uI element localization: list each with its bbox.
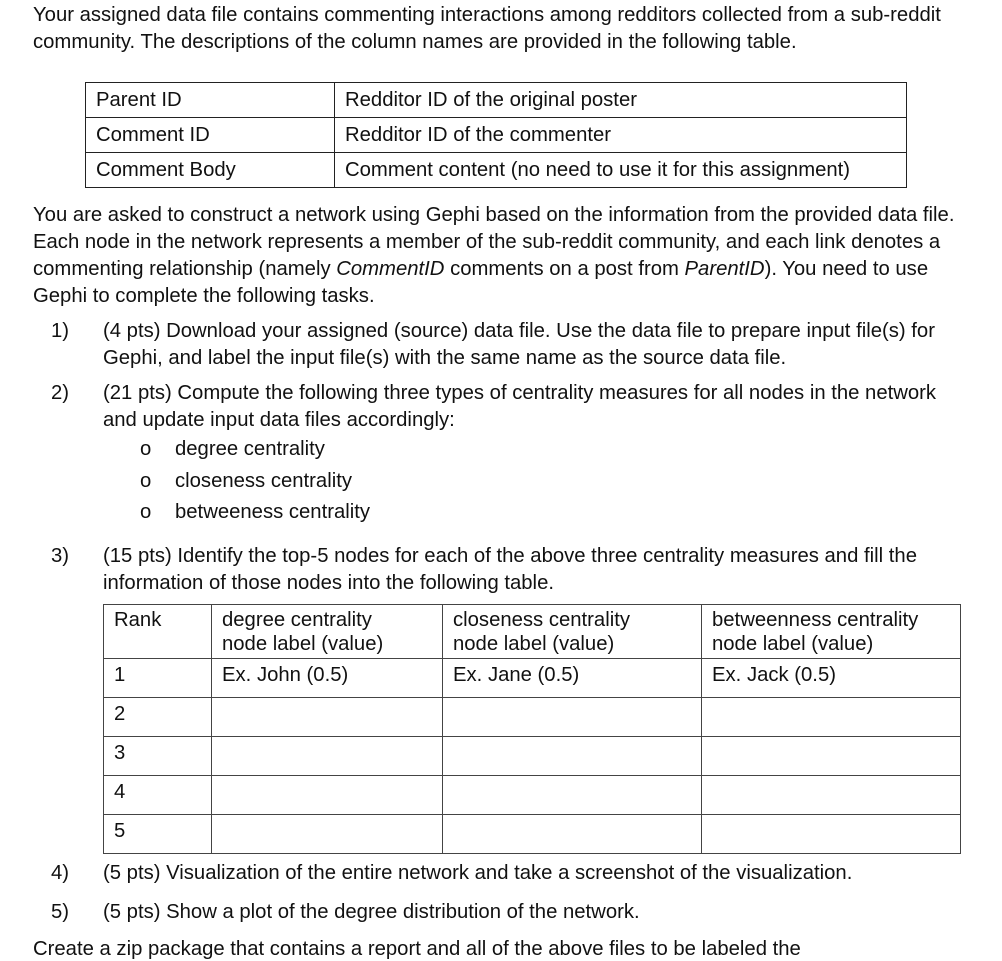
closeness-cell bbox=[443, 737, 702, 776]
desc-emphasis-commentid: CommentID bbox=[336, 258, 445, 280]
clipped-text-line bbox=[33, 934, 973, 960]
measure-label: closeness centrality bbox=[175, 469, 352, 492]
column-description-table bbox=[85, 82, 907, 188]
closeness-cell: Ex. Jane (0.5) bbox=[443, 659, 702, 698]
task-item-4 bbox=[33, 860, 963, 887]
column-name: Parent ID bbox=[86, 83, 335, 118]
task-text: (15 pts) Identify the top-5 nodes for each of the above three centrality measures and fill the information of those nodes into the following table. bbox=[103, 545, 917, 594]
header-line: closeness centrality bbox=[453, 609, 630, 631]
task-item-3 bbox=[33, 543, 963, 597]
task-list bbox=[33, 318, 963, 372]
header-line: node label (value) bbox=[453, 633, 615, 655]
degree-cell bbox=[212, 815, 443, 854]
table-row bbox=[104, 776, 961, 815]
closeness-cell bbox=[443, 776, 702, 815]
betweenness-cell bbox=[702, 698, 961, 737]
header-degree bbox=[212, 605, 443, 659]
header-line: node label (value) bbox=[222, 633, 384, 655]
bullet-icon: o bbox=[140, 438, 152, 460]
task-item-2 bbox=[33, 380, 963, 434]
header-closeness bbox=[443, 605, 702, 659]
table-row bbox=[104, 737, 961, 776]
measure-label: betweeness centrality bbox=[175, 501, 371, 523]
desc-text: comments on a post from bbox=[444, 258, 685, 280]
rank-cell: 1 bbox=[104, 659, 212, 698]
table-header-row bbox=[104, 605, 961, 659]
task-list bbox=[33, 380, 963, 434]
table-row bbox=[104, 815, 961, 854]
rank-cell: 3 bbox=[104, 737, 212, 776]
task-number: 1) bbox=[51, 320, 70, 342]
rank-cell: 2 bbox=[104, 698, 212, 737]
degree-cell bbox=[212, 698, 443, 737]
intro-paragraph: Your assigned data file contains commenting interactions among redditors collected from a sub-reddit community. The descriptions of the column names are provided in the following table. bbox=[33, 4, 941, 53]
table-row bbox=[104, 659, 961, 698]
task-item-1 bbox=[33, 318, 963, 372]
betweenness-cell bbox=[702, 737, 961, 776]
column-description: Redditor ID of the original poster bbox=[335, 83, 907, 118]
task-list bbox=[33, 899, 963, 926]
header-line: betweenness centrality bbox=[712, 609, 919, 631]
table-row bbox=[86, 118, 907, 153]
list-item bbox=[140, 499, 370, 531]
task-text: (4 pts) Download your assigned (source) data file. Use the data file to prepare input file(s) for Gephi, and label the input file(s) with the same name as the source data file. bbox=[103, 320, 935, 369]
table-row bbox=[86, 83, 907, 118]
task-text: (5 pts) Show a plot of the degree distribution of the network. bbox=[103, 901, 640, 923]
task-text: (5 pts) Visualization of the entire network and take a screenshot of the visualization. bbox=[103, 862, 853, 884]
header-line: degree centrality bbox=[222, 609, 372, 631]
task-text: (21 pts) Compute the following three types of centrality measures for all nodes in the network and update input data files accordingly: bbox=[103, 382, 937, 431]
table-row bbox=[86, 153, 907, 188]
degree-cell bbox=[212, 776, 443, 815]
task-number: 4) bbox=[51, 862, 70, 884]
task-number: 5) bbox=[51, 901, 70, 923]
column-name: Comment Body bbox=[86, 153, 335, 188]
rank-cell: 4 bbox=[104, 776, 212, 815]
task-number: 2) bbox=[51, 382, 70, 404]
task-number: 3) bbox=[51, 545, 70, 567]
task-description-paragraph bbox=[33, 202, 973, 310]
header-rank bbox=[104, 605, 212, 659]
desc-text: You are asked to construct a network using Gephi based on the information from the provided data file. Each node in the network represents a member of the sub-reddit community, and each link denotes a commenting relationship (namely bbox=[33, 204, 955, 280]
list-item bbox=[140, 436, 370, 468]
measure-label: degree centrality bbox=[175, 438, 325, 460]
desc-text: ). You need to use Gephi to complete the following tasks. bbox=[33, 258, 929, 307]
rank-cell: 5 bbox=[104, 815, 212, 854]
column-description: Redditor ID of the commenter bbox=[335, 118, 907, 153]
column-name: Comment ID bbox=[86, 118, 335, 153]
closeness-cell bbox=[443, 815, 702, 854]
clipped-text: Create a zip package that contains a report and all of the above files to be labeled the bbox=[33, 938, 801, 960]
task-list bbox=[33, 860, 963, 887]
closeness-cell bbox=[443, 698, 702, 737]
betweenness-cell: Ex. Jack (0.5) bbox=[702, 659, 961, 698]
task-list bbox=[33, 543, 963, 597]
table-row bbox=[104, 698, 961, 737]
list-item bbox=[140, 468, 370, 500]
header-line: Rank bbox=[114, 609, 162, 631]
betweenness-cell bbox=[702, 776, 961, 815]
header-line: node label (value) bbox=[712, 633, 874, 655]
bullet-icon: o bbox=[140, 501, 152, 523]
degree-cell bbox=[212, 737, 443, 776]
betweenness-cell bbox=[702, 815, 961, 854]
centrality-measure-list bbox=[140, 436, 370, 531]
desc-emphasis-parentid: ParentID bbox=[684, 258, 765, 280]
column-description: Comment content (no need to use it for this assignment) bbox=[335, 153, 907, 188]
degree-cell: Ex. John (0.5) bbox=[212, 659, 443, 698]
ranking-table bbox=[103, 604, 961, 854]
header-betweenness bbox=[702, 605, 961, 659]
task-item-5 bbox=[33, 899, 963, 926]
bullet-icon: o bbox=[140, 469, 152, 492]
